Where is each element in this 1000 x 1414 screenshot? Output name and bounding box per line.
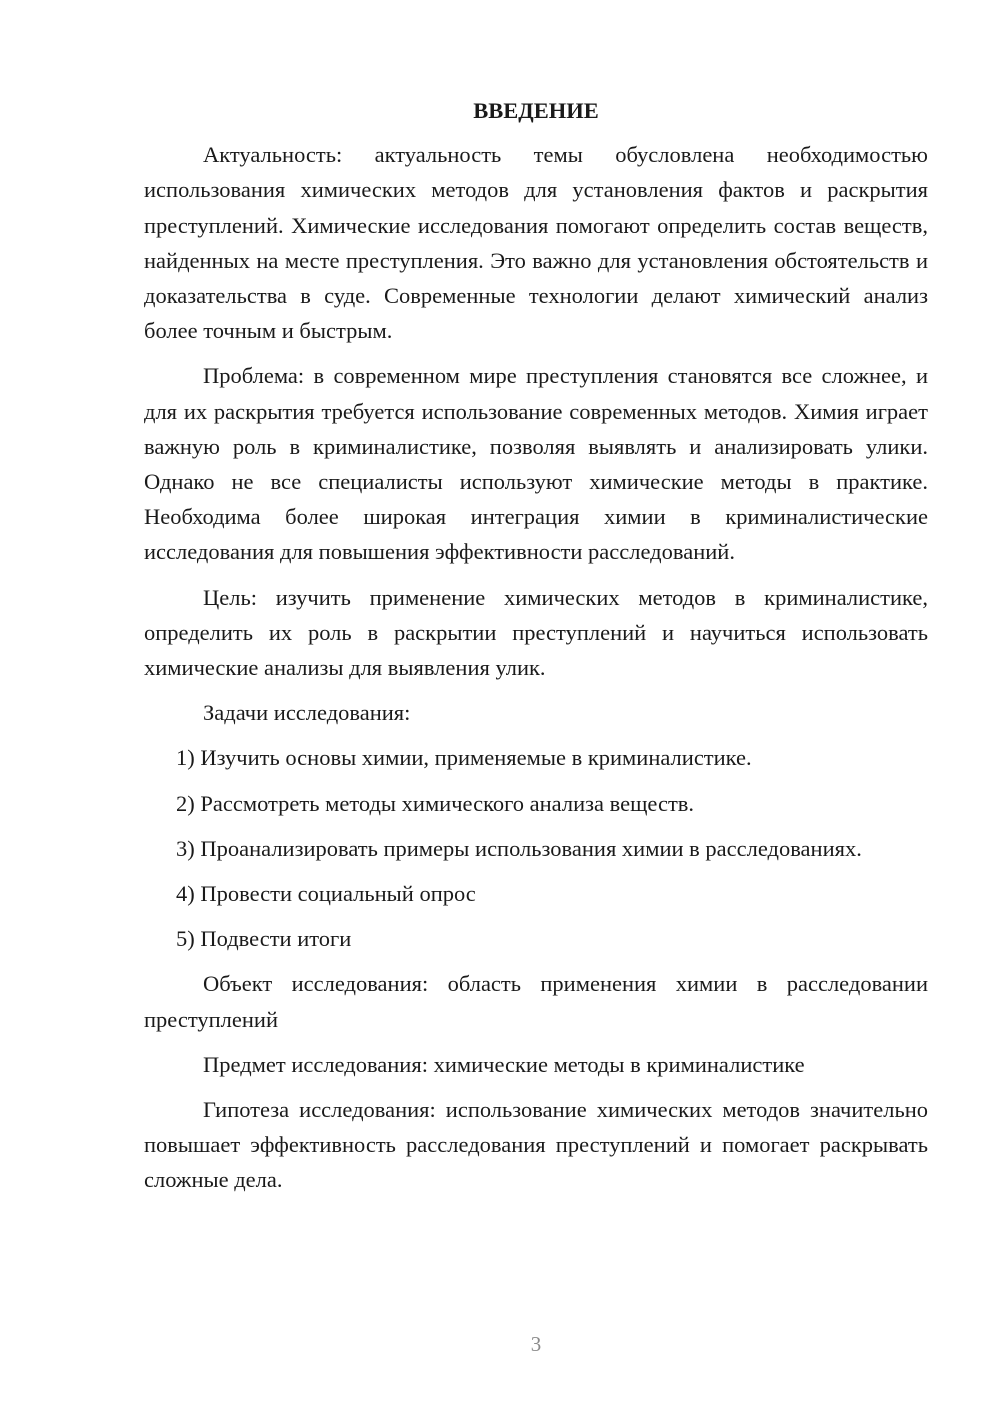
document-body: [144, 93, 928, 1208]
paragraph-object: Объект исследования: область применения химии в расследовании преступлений: [144, 971, 928, 1032]
paragraph-relevance: Актуальность: актуальность темы обусловлена необходимостью использования химических методов для установления фактов и раскрытия преступлений. Химические исследования помогают определить состав веществ, найденных на месте преступления. Это важно для установления обстоятельств и доказательства в суде. Современные технологии делают химический анализ более точным и быстрым.: [144, 142, 928, 344]
tasks-title: Задачи исследования:: [203, 700, 411, 726]
task-item-5: 5) Подвести итоги: [176, 926, 352, 952]
paragraph-hypothesis: Гипотеза исследования: использование химических методов значительно повышает эффективность расследования преступлений и помогает раскрывать сложные дела.: [144, 1097, 928, 1193]
page-number: 3: [530, 1332, 542, 1356]
task-item-3: 3) Проанализировать примеры использования химии в расследованиях.: [176, 835, 862, 861]
paragraph-goal: Цель: изучить применение химических методов в криминалистике, определить их роль в раскрытии преступлений и научиться использовать химические анализы для выявления улик.: [144, 584, 928, 681]
task-item-1: 1) Изучить основы химии, применяемые в криминалистике.: [176, 745, 752, 771]
task-item-4: 4) Провести социальный опрос: [176, 881, 476, 907]
section-heading: ВВЕДЕНИЕ: [473, 98, 599, 123]
paragraph-problem: Проблема: в современном мире преступления становятся все сложнее, и для их раскрытия требуется использование современных методов. Химия играет важную роль в криминалистике, позволяя выявлять и анализировать улики. Однако не все специалисты используют химические методы в практике. Необходима более широкая интеграция химии в криминалистические исследования для повышения эффективности расследований.: [144, 363, 928, 565]
task-item-2: 2) Рассмотреть методы химического анализа веществ.: [176, 790, 695, 816]
paragraph-subject: Предмет исследования: химические методы в криминалистике: [203, 1051, 805, 1077]
